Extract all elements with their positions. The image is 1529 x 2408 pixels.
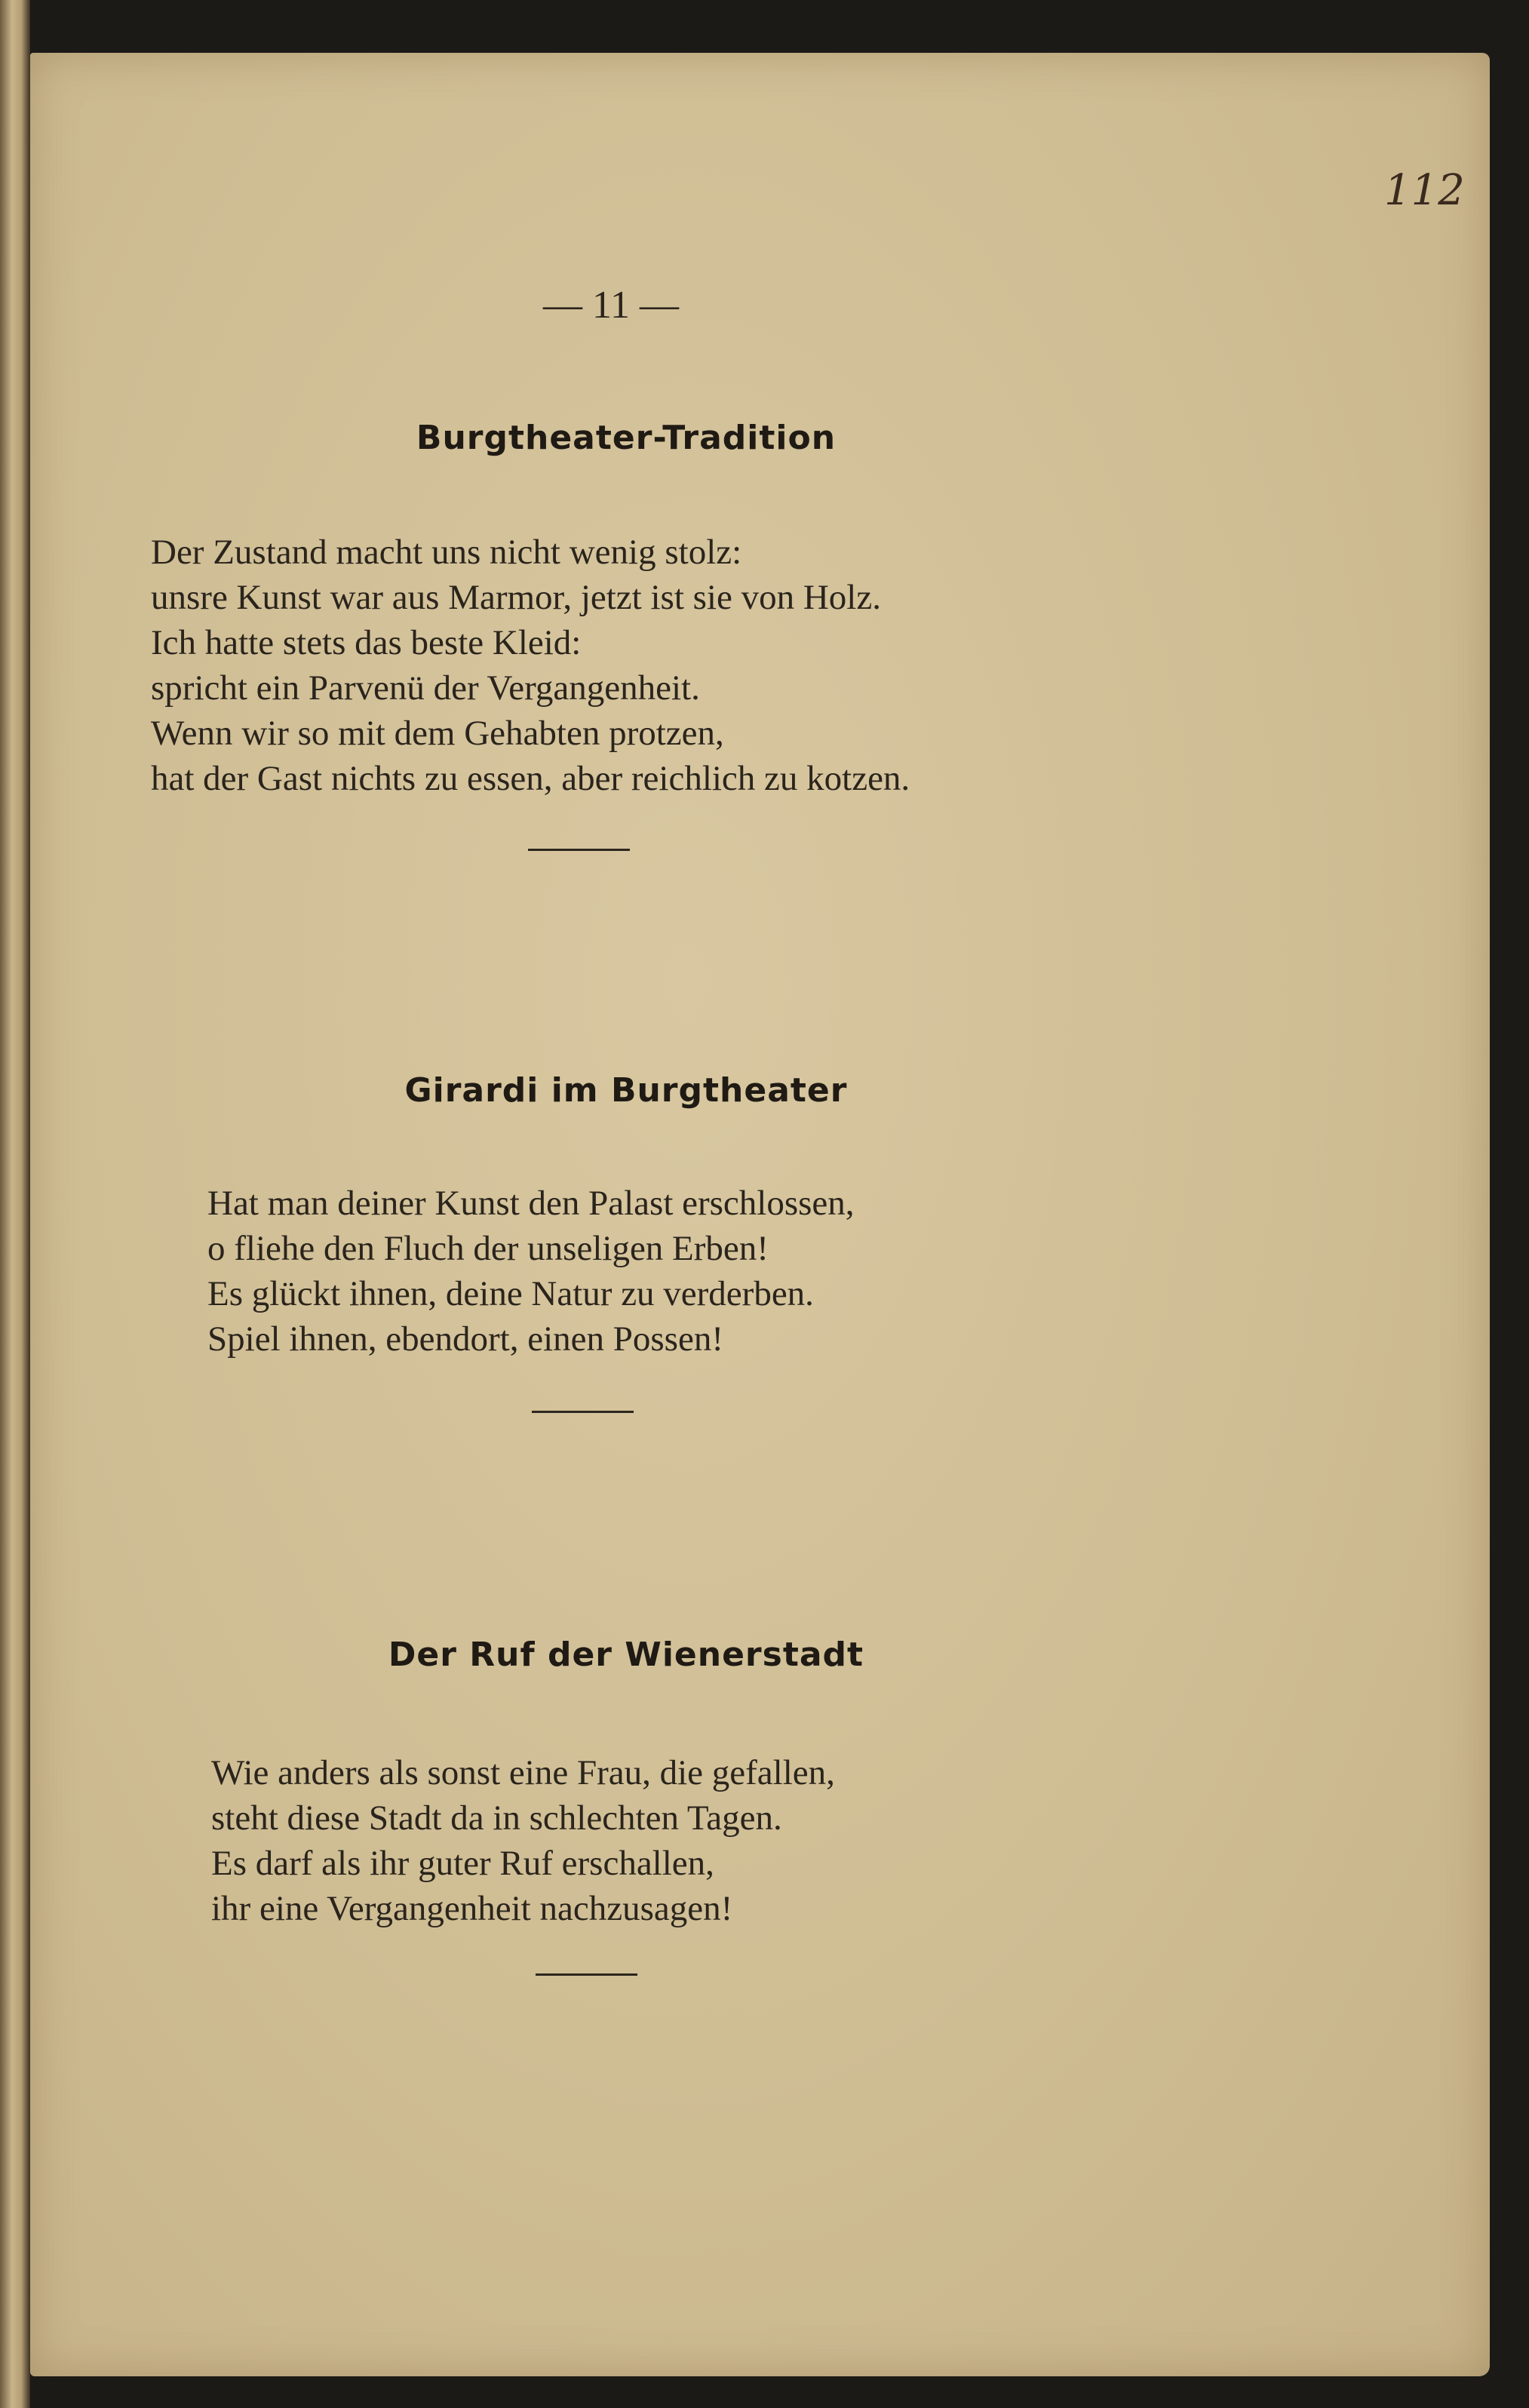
- poem-line: ihr eine Vergangenheit nachzusagen!: [211, 1889, 733, 1928]
- section-divider: [528, 849, 630, 851]
- poem-line: Spiel ihnen, ebendort, einen Possen!: [207, 1319, 723, 1359]
- poem-line: hat der Gast nichts zu essen, aber reichlich zu kotzen.: [151, 759, 910, 798]
- section-divider: [536, 1973, 637, 1976]
- poem-line: Hat man deiner Kunst den Palast erschlossen,: [207, 1184, 855, 1223]
- poem-body-girardi-im-burgtheater: [207, 1181, 855, 1362]
- poem-body-der-ruf-der-wienerstadt: [211, 1750, 835, 1931]
- poem-title-der-ruf-der-wienerstadt: Der Ruf der Wienerstadt: [388, 1636, 864, 1674]
- poem-line: steht diese Stadt da in schlechten Tagen.: [211, 1798, 782, 1838]
- handwritten-folio-number: 112: [1384, 166, 1465, 215]
- poem-line: spricht ein Parvenü der Vergangenheit.: [151, 668, 700, 708]
- poem-body-burgtheater-tradition: [151, 530, 910, 801]
- poem-line: Es glückt ihnen, deine Natur zu verderben.: [207, 1274, 814, 1313]
- page-number: — 11 —: [542, 284, 680, 327]
- poem-title-girardi-im-burgtheater: Girardi im Burgtheater: [404, 1071, 848, 1110]
- binding-edge: [0, 0, 30, 2408]
- poem-title-burgtheater-tradition: Burgtheater-Tradition: [416, 419, 837, 457]
- section-divider: [532, 1411, 634, 1413]
- poem-line: Wenn wir so mit dem Gehabten protzen,: [151, 714, 724, 753]
- poem-line: unsre Kunst war aus Marmor, jetzt ist sie von Holz.: [151, 578, 881, 617]
- poem-line: Der Zustand macht uns nicht wenig stolz:: [151, 533, 742, 572]
- poem-line: Ich hatte stets das beste Kleid:: [151, 623, 582, 662]
- book-page: [30, 53, 1490, 2376]
- poem-line: Es darf als ihr guter Ruf erschallen,: [211, 1844, 714, 1883]
- poem-line: Wie anders als sonst eine Frau, die gefallen,: [211, 1753, 835, 1792]
- poem-line: o fliehe den Fluch der unseligen Erben!: [207, 1229, 769, 1268]
